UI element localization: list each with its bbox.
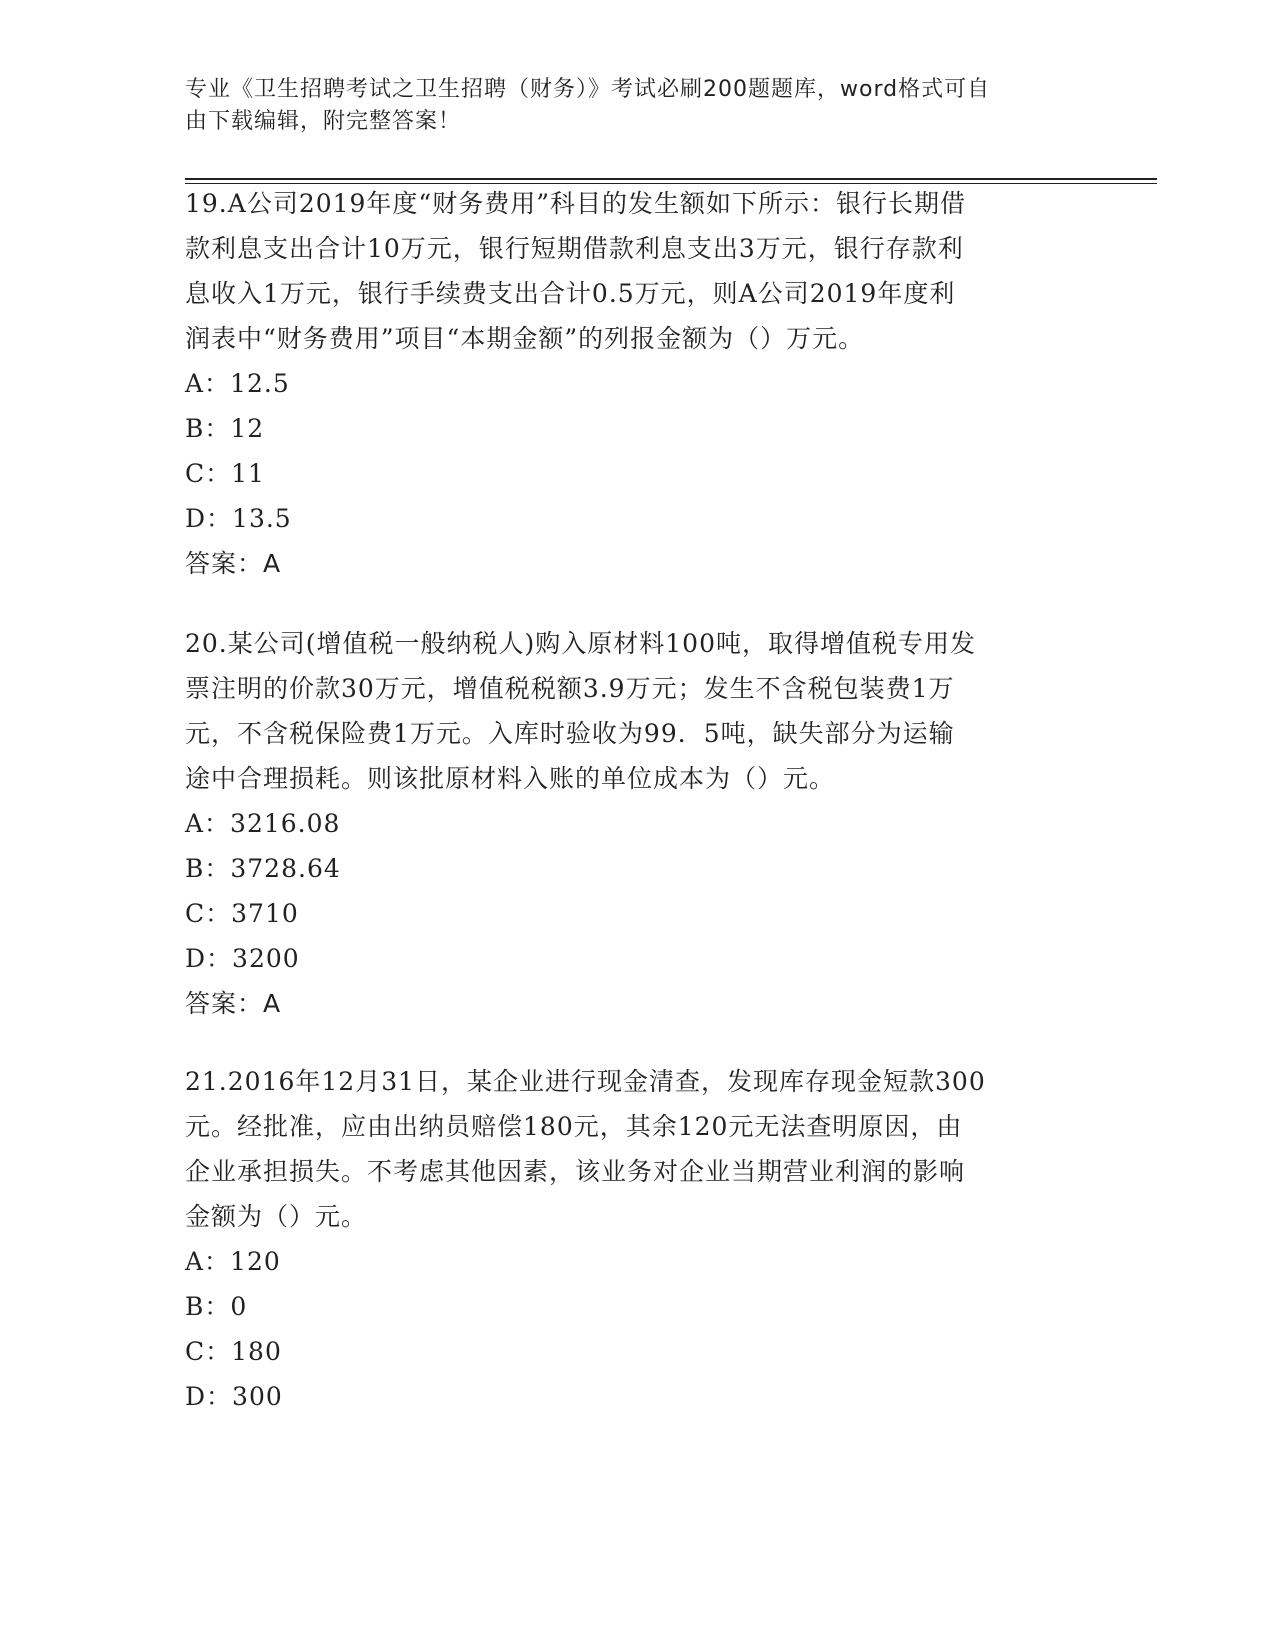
option-a: A：12.5: [185, 369, 290, 398]
option-c: C：3710: [185, 899, 299, 928]
stem-line: 票注明的价款30万元，增值税税额3.9万元；发生不含税包装费1万: [185, 674, 955, 703]
stem-line: 20.某公司(增值税一般纳税人)购入原材料100吨，取得增值税专用发: [185, 629, 976, 658]
option-a: A：3216.08: [185, 809, 341, 838]
stem-line: 元，不含税保险费1万元。入库时验收为99．5吨，缺失部分为运输: [185, 719, 955, 748]
option-d: D：300: [185, 1382, 283, 1411]
option-a: A：120: [185, 1247, 281, 1276]
answer-label: 答案：A: [185, 549, 282, 578]
stem-line: 金额为（）元。: [185, 1202, 368, 1231]
question-21: [185, 1059, 1085, 1419]
stem-line: 19.A公司2019年度“财务费用”科目的发生额如下所示：银行长期借: [185, 189, 966, 218]
option-b: B：3728.64: [185, 854, 341, 883]
stem-line: 企业承担损失。不考虑其他因素，该业务对企业当期营业利润的影响: [185, 1157, 966, 1186]
question-20: [185, 621, 1085, 1026]
stem-line: 元。经批准，应由出纳员赔偿180元，其余120元无法查明原因，由: [185, 1112, 963, 1141]
header-line-1: 专业《卫生招聘考试之卫生招聘（财务）》考试必刷200题题库，word格式可自: [185, 77, 991, 102]
question-stem: [185, 181, 1085, 361]
stem-line: 途中合理损耗。则该批原材料入账的单位成本为（）元。: [185, 764, 836, 793]
question-stem: [185, 1059, 1085, 1239]
option-c: C：11: [185, 459, 265, 488]
question-19: [185, 181, 1085, 586]
option-b: B：12: [185, 414, 265, 443]
option-d: D：3200: [185, 944, 300, 973]
answer-label: 答案：A: [185, 989, 282, 1018]
option-c: C：180: [185, 1337, 282, 1366]
stem-line: 润表中“财务费用”项目“本期金额”的列报金额为（）万元。: [185, 324, 865, 353]
option-d: D：13.5: [185, 504, 292, 533]
stem-line: 21.2016年12月31日，某企业进行现金清查，发现库存现金短款300: [185, 1067, 986, 1096]
stem-line: 款利息支出合计10万元，银行短期借款利息支出3万元，银行存款利: [185, 234, 964, 263]
option-b: B：0: [185, 1292, 248, 1321]
header-line-2: 由下载编辑，附完整答案！: [185, 109, 462, 134]
document-header: [185, 74, 1065, 138]
stem-line: 息收入1万元，银行手续费支出合计0.5万元，则A公司2019年度利: [185, 279, 956, 308]
header-rule-thick: [185, 178, 1157, 180]
question-stem: [185, 621, 1085, 801]
